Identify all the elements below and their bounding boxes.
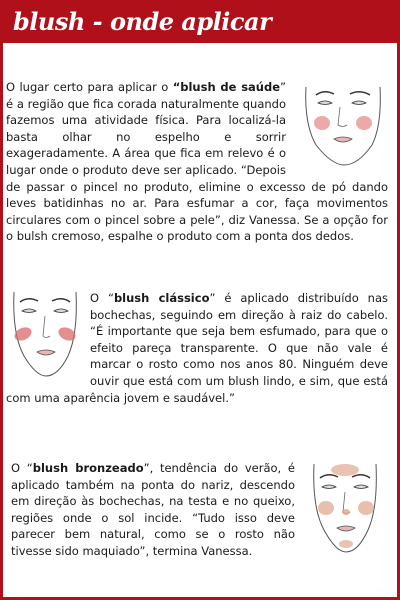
section-1-highlight: “blush de saúde (172, 80, 281, 94)
face-blush-bronzeado-icon (304, 458, 386, 556)
title-bar (3, 3, 397, 43)
section-blush-bronzeado (11, 460, 295, 560)
section-2-intro: O “ (90, 291, 114, 305)
face-blush-classico-icon (6, 286, 84, 380)
page-title: blush - onde aplicar (13, 7, 272, 36)
section-3-highlight: blush bronzeado (32, 461, 144, 475)
section-2-body: ” é aplicado distribuído nas bochechas, seguindo em direção à raiz do cabelo. “É importante que seja bem esfumado, para que o efeito pareça transparente. O que não vale é marcar o rosto como nos anos 80. Ninguém deve ouvir que está com um blush lindo, e sim, que está com uma aparência jovem e saudável.” (6, 291, 388, 405)
section-1-intro: O lugar certo para aplicar o (6, 80, 173, 94)
section-blush-saude (6, 79, 388, 245)
section-3-intro: O “ (11, 461, 33, 475)
section-3-body: ”, tendência do verão, é aplicado também na ponta do nariz, descendo em direção às bochechas, na testa e no queixo, regiões onde o sol incide. “Tudo isso deve parecer bem natural, como se o rosto não tivesse sido maquiado”, termina Vanessa. (11, 461, 295, 558)
section-1-body: ” é a região que fica corada naturalmente quando fazemos uma atividade física. Para localizá-la basta olhar no espelho e sorrir exageradamente. A área que fica em relevo é o lugar onde o produto deve ser aplicado. “Depois de passar o pincel no produto, elimine o excesso de pó dando leves batidinhas no ar. Para esfumar a cor, faça movimentos circulares com o pincel sobre a pele”, diz Vanessa. Se a opção for o bulsh cremoso, espalhe o produto com a ponta dos dedos. (6, 80, 388, 244)
face-blush-saude-icon (292, 79, 388, 169)
section-blush-classico (6, 290, 388, 406)
section-2-highlight: blush clássico (113, 291, 210, 305)
